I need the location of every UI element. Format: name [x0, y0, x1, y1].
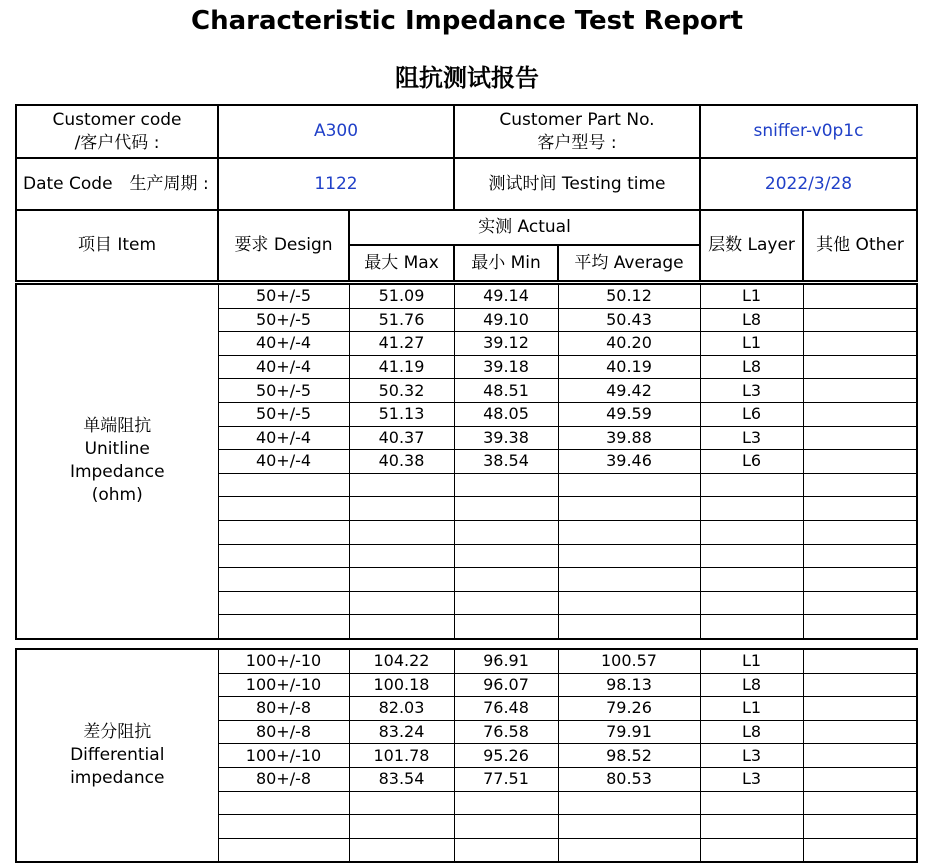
- cell-avg: 49.42: [558, 379, 700, 403]
- unitline-item-label-line: 单端阻抗: [83, 416, 152, 437]
- col-header-other: 其他 Other: [803, 210, 917, 281]
- cell-min: 48.05: [454, 402, 558, 426]
- cell-max: [349, 497, 454, 521]
- cell-max: [349, 815, 454, 839]
- part-no-value: sniffer-v0p1c: [700, 105, 917, 158]
- col-header-item: 项目 Item: [16, 210, 218, 281]
- cell-other: [803, 568, 917, 592]
- cell-layer: L3: [700, 744, 803, 768]
- cell-min: [454, 591, 558, 615]
- customer-code-label: Customer code /客户代码 :: [16, 105, 218, 158]
- cell-avg: 79.26: [558, 697, 700, 721]
- cell-design: 100+/-10: [218, 744, 349, 768]
- differential-item-label: [16, 649, 218, 862]
- cell-design: [218, 591, 349, 615]
- cell-max: 40.37: [349, 426, 454, 450]
- cell-other: [803, 450, 917, 474]
- cell-min: [454, 568, 558, 592]
- testing-time-label: 测试时间 Testing time: [454, 158, 700, 210]
- cell-layer: L1: [700, 697, 803, 721]
- cell-design: 80+/-8: [218, 697, 349, 721]
- table-row: [16, 284, 917, 308]
- cell-design: [218, 838, 349, 862]
- cell-min: 96.91: [454, 649, 558, 673]
- unitline-item-label-line: (ohm): [91, 485, 143, 506]
- cell-avg: 40.20: [558, 332, 700, 356]
- cell-layer: L1: [700, 332, 803, 356]
- cell-max: 50.32: [349, 379, 454, 403]
- cell-other: [803, 544, 917, 568]
- cell-max: 104.22: [349, 649, 454, 673]
- cell-design: 80+/-8: [218, 767, 349, 791]
- cell-min: [454, 791, 558, 815]
- cell-layer: [700, 838, 803, 862]
- cell-avg: [558, 838, 700, 862]
- cell-max: 41.19: [349, 355, 454, 379]
- cell-max: 40.38: [349, 450, 454, 474]
- cell-layer: [700, 815, 803, 839]
- col-header-max: 最大 Max: [349, 245, 454, 281]
- cell-design: [218, 791, 349, 815]
- cell-design: [218, 815, 349, 839]
- cell-other: [803, 520, 917, 544]
- cell-max: 82.03: [349, 697, 454, 721]
- cell-layer: [700, 615, 803, 639]
- cell-max: [349, 473, 454, 497]
- cell-max: 83.24: [349, 720, 454, 744]
- cell-layer: [700, 473, 803, 497]
- cell-avg: [558, 568, 700, 592]
- cell-avg: [558, 544, 700, 568]
- cell-max: [349, 520, 454, 544]
- cell-layer: L8: [700, 308, 803, 332]
- cell-avg: 98.13: [558, 673, 700, 697]
- cell-design: 100+/-10: [218, 649, 349, 673]
- cell-max: [349, 615, 454, 639]
- cell-avg: 39.46: [558, 450, 700, 474]
- cell-min: 38.54: [454, 450, 558, 474]
- unitline-impedance-table: [15, 283, 918, 640]
- cell-other: [803, 673, 917, 697]
- cell-avg: 49.59: [558, 402, 700, 426]
- differential-impedance-table: [15, 648, 918, 863]
- cell-layer: [700, 568, 803, 592]
- cell-max: [349, 591, 454, 615]
- cell-layer: [700, 497, 803, 521]
- cell-other: [803, 497, 917, 521]
- cell-avg: 80.53: [558, 767, 700, 791]
- unitline-item-label: [16, 284, 218, 639]
- cell-design: [218, 568, 349, 592]
- cell-layer: L3: [700, 426, 803, 450]
- cell-design: 50+/-5: [218, 402, 349, 426]
- cell-avg: [558, 497, 700, 521]
- testing-time-value: 2022/3/28: [700, 158, 917, 210]
- cell-other: [803, 426, 917, 450]
- cell-layer: L1: [700, 284, 803, 308]
- date-code-label: Date Code 生产周期 :: [16, 158, 218, 210]
- cell-min: [454, 497, 558, 521]
- cell-design: 80+/-8: [218, 720, 349, 744]
- cell-other: [803, 402, 917, 426]
- cell-other: [803, 591, 917, 615]
- cell-min: 49.10: [454, 308, 558, 332]
- cell-max: 41.27: [349, 332, 454, 356]
- cell-min: 39.38: [454, 426, 558, 450]
- cell-layer: [700, 520, 803, 544]
- cell-other: [803, 379, 917, 403]
- cell-max: [349, 544, 454, 568]
- cell-max: 51.76: [349, 308, 454, 332]
- cell-design: [218, 615, 349, 639]
- cell-avg: 40.19: [558, 355, 700, 379]
- cell-avg: 98.52: [558, 744, 700, 768]
- table-row: [16, 649, 917, 673]
- cell-max: 51.09: [349, 284, 454, 308]
- cell-avg: [558, 815, 700, 839]
- part-no-label: Customer Part No. 客户型号 :: [454, 105, 700, 158]
- cell-max: [349, 838, 454, 862]
- report-title: Characteristic Impedance Test Report: [190, 6, 744, 36]
- cell-other: [803, 649, 917, 673]
- cell-min: 49.14: [454, 284, 558, 308]
- cell-other: [803, 767, 917, 791]
- cell-other: [803, 355, 917, 379]
- differential-item-label-line: 差分阻抗: [83, 722, 152, 743]
- cell-min: [454, 615, 558, 639]
- cell-max: [349, 568, 454, 592]
- cell-avg: [558, 520, 700, 544]
- cell-design: [218, 473, 349, 497]
- cell-layer: L8: [700, 720, 803, 744]
- cell-other: [803, 744, 917, 768]
- cell-layer: L6: [700, 450, 803, 474]
- cell-max: 83.54: [349, 767, 454, 791]
- cell-avg: 79.91: [558, 720, 700, 744]
- cell-other: [803, 308, 917, 332]
- cell-other: [803, 838, 917, 862]
- customer-code-value: A300: [218, 105, 454, 158]
- cell-design: 40+/-4: [218, 332, 349, 356]
- cell-layer: L3: [700, 767, 803, 791]
- cell-avg: [558, 615, 700, 639]
- cell-layer: L8: [700, 355, 803, 379]
- cell-other: [803, 720, 917, 744]
- cell-max: 51.13: [349, 402, 454, 426]
- cell-design: [218, 544, 349, 568]
- cell-design: 100+/-10: [218, 673, 349, 697]
- cell-other: [803, 615, 917, 639]
- differential-item-label-line: impedance: [70, 768, 165, 789]
- col-header-layer: 层数 Layer: [700, 210, 803, 281]
- cell-avg: 100.57: [558, 649, 700, 673]
- cell-layer: [700, 591, 803, 615]
- cell-min: 76.58: [454, 720, 558, 744]
- cell-avg: 39.88: [558, 426, 700, 450]
- cell-layer: L8: [700, 673, 803, 697]
- differential-item-label-line: Differential: [70, 745, 165, 766]
- cell-other: [803, 697, 917, 721]
- cell-min: 76.48: [454, 697, 558, 721]
- cell-layer: [700, 791, 803, 815]
- cell-avg: [558, 591, 700, 615]
- cell-min: 39.12: [454, 332, 558, 356]
- cell-design: [218, 497, 349, 521]
- cell-max: 101.78: [349, 744, 454, 768]
- date-code-value: 1122: [218, 158, 454, 210]
- report-header-table: [15, 104, 918, 282]
- col-header-min: 最小 Min: [454, 245, 558, 281]
- cell-max: [349, 791, 454, 815]
- cell-layer: L6: [700, 402, 803, 426]
- cell-other: [803, 284, 917, 308]
- cell-other: [803, 791, 917, 815]
- report-subtitle: 阻抗测试报告: [395, 64, 539, 92]
- col-header-average: 平均 Average: [558, 245, 700, 281]
- cell-design: 40+/-4: [218, 450, 349, 474]
- cell-avg: [558, 473, 700, 497]
- cell-other: [803, 332, 917, 356]
- cell-layer: [700, 544, 803, 568]
- cell-min: [454, 815, 558, 839]
- cell-other: [803, 473, 917, 497]
- cell-avg: 50.12: [558, 284, 700, 308]
- cell-design: 50+/-5: [218, 308, 349, 332]
- cell-min: 96.07: [454, 673, 558, 697]
- cell-avg: [558, 791, 700, 815]
- cell-min: [454, 520, 558, 544]
- cell-min: [454, 838, 558, 862]
- cell-design: 40+/-4: [218, 355, 349, 379]
- cell-design: 40+/-4: [218, 426, 349, 450]
- col-header-actual: 实测 Actual: [349, 210, 700, 245]
- cell-design: [218, 520, 349, 544]
- cell-max: 100.18: [349, 673, 454, 697]
- unitline-item-label-line: Unitline: [84, 439, 150, 460]
- cell-layer: L3: [700, 379, 803, 403]
- cell-layer: L1: [700, 649, 803, 673]
- unitline-item-label-line: Impedance: [69, 462, 165, 483]
- cell-min: 48.51: [454, 379, 558, 403]
- cell-design: 50+/-5: [218, 284, 349, 308]
- col-header-design: 要求 Design: [218, 210, 349, 281]
- cell-min: 39.18: [454, 355, 558, 379]
- cell-min: 95.26: [454, 744, 558, 768]
- cell-design: 50+/-5: [218, 379, 349, 403]
- cell-min: [454, 473, 558, 497]
- cell-avg: 50.43: [558, 308, 700, 332]
- cell-other: [803, 815, 917, 839]
- cell-min: [454, 544, 558, 568]
- cell-min: 77.51: [454, 767, 558, 791]
